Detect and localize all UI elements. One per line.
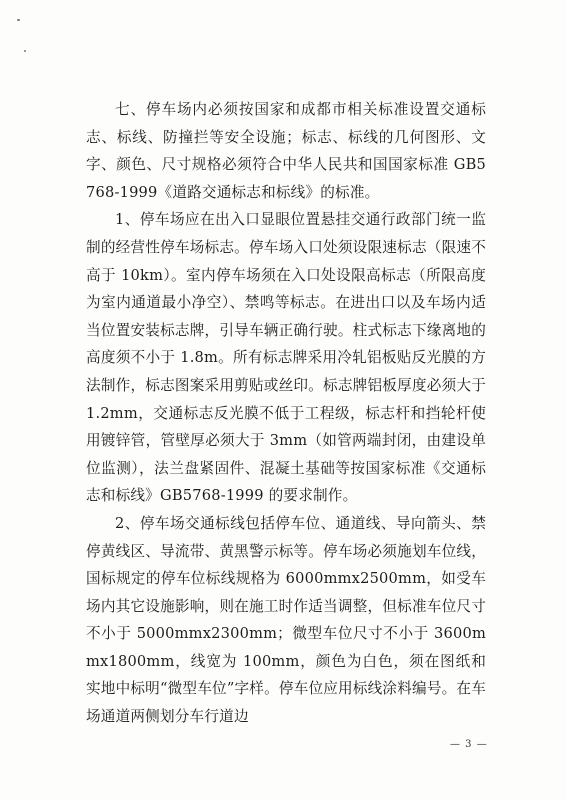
paragraph-traffic-facilities: 七、停车场内必须按国家和成都市相关标准设置交通标志、标线、防撞拦等安全设施；标志、标线的几何图形、文字、颜色、尺寸规格必须符合中华人民共和国国家标准 GB5768-1999《道路交通标志和标线》的标准。 xyxy=(86,101,486,201)
document-body xyxy=(86,96,486,731)
page-number: — 3 — xyxy=(450,739,488,750)
paragraph-traffic-markings: 2、停车场交通标线包括停车位、通道线、导向箭头、禁停黄线区、导流带、黄黑警示标等。停车场必须施划车位线，国标规定的停车位标线规格为 6000mmx2500mm，如受车场内其它设施影响，则在施工时作适当调整，但标准车位尺寸不小于 5000mmx2300mm；微型车位尺寸不小于 3600mmx1800mm，线宽为 100mm，颜色为白色，须在图纸和实地中标明“微型车位”字样。停车位应用标线涂料编号。在车场通道两侧划分车行道边 xyxy=(86,514,486,726)
scan-speck xyxy=(17,19,20,21)
scan-speck xyxy=(24,50,26,52)
paragraph-traffic-signs: 1、停车场应在出入口显眼位置悬挂交通行政部门统一监制的经营性停车场标志。停车场入口处须设限速标志（限速不高于 10km）。室内停车场须在入口处设限高标志（所限高度为室内通道最小净空）、禁鸣等标志。在进出口以及车场内适当位置安装标志牌，引导车辆正确行驶。柱式标志下缘离地的高度须不小于 1.8m。所有标志牌采用冷轧铝板贴反光膜的方法制作，标志图案采用剪贴或丝印。标志牌铝板厚度必须大于 1.2mm，交通标志反光膜不低于工程级，标志杆和挡轮杆使用镀锌管，管壁厚必须大于 3mm（如管两端封闭，由建设单位监测），法兰盘紧固件、混凝土基础等按国家标准《交通标志和标线》GB5768-1999 的要求制作。 xyxy=(86,211,486,505)
